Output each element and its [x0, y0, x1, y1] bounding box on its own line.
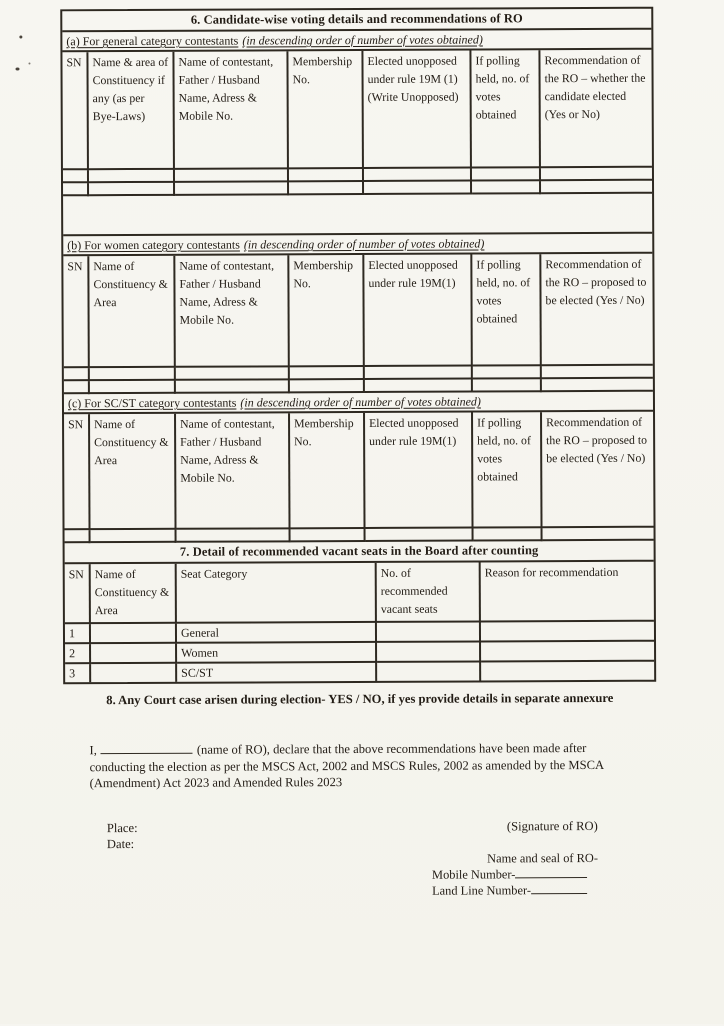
- header-cell: Reason for recommendation: [481, 562, 654, 623]
- ro-name-blank: [101, 743, 193, 754]
- header-cell: Name of Constituency & Area: [90, 414, 177, 530]
- header-cell: Elected unopposed under rule 19M(1): [365, 413, 474, 529]
- seat-category-cell: General: [177, 623, 377, 644]
- empty-cell: [473, 379, 542, 392]
- empty-cell: [377, 622, 481, 643]
- section6a-caption: [62, 30, 651, 53]
- empty-cell: [65, 530, 91, 543]
- caption-prefix: (b) For women category contestants: [67, 237, 240, 253]
- empty-cell: [90, 381, 176, 394]
- empty-cell: [290, 380, 365, 393]
- mobile-label: Mobile Number-: [431, 867, 516, 882]
- header-cell: Name of Constituency & Area: [91, 564, 177, 624]
- header-cell: If polling held, no. of votes obtained: [471, 50, 541, 168]
- scan-speck: [19, 35, 22, 38]
- caption-text: [68, 394, 481, 410]
- header-cell: SN: [63, 256, 89, 368]
- header-cell: SN: [64, 414, 91, 530]
- empty-cell: [89, 170, 175, 183]
- place-date-block: [107, 821, 138, 853]
- empty-cell: [481, 662, 654, 681]
- empty-cell: [364, 169, 472, 182]
- section6-title: 6. Candidate-wise voting details and recommendations of RO: [62, 9, 651, 33]
- empty-cell: [64, 368, 90, 381]
- form-table: [60, 7, 656, 685]
- declaration-lead: I,: [89, 743, 97, 758]
- spacer-row: [63, 194, 652, 237]
- empty-cell: [481, 621, 654, 642]
- empty-cell: [63, 170, 89, 183]
- empty-cell: [473, 366, 542, 379]
- empty-cell: [474, 528, 543, 541]
- empty-cell: [377, 663, 481, 682]
- caption-text: [66, 32, 483, 48]
- empty-cell: [175, 169, 289, 182]
- declaration-rest: (name of RO), declare that the above recommendations have been made after conducting the election as per the MSCS Act, 2002 and MSCS Rules, 2002 as amended by the MSCA (Amendment) Act 2023 and Amended Rules 2023: [89, 741, 604, 791]
- signature-label: (Signature of RO): [506, 818, 598, 834]
- header-cell: Elected unopposed under rule 19M (1) (Write Unopposed): [363, 51, 472, 169]
- empty-cell: [472, 168, 541, 181]
- empty-cell: [541, 168, 652, 181]
- landline-number-blank: [531, 883, 587, 894]
- empty-cell: [472, 181, 541, 194]
- seal-block: [432, 851, 624, 899]
- empty-cell: [91, 664, 177, 683]
- table-scst-category: [64, 412, 654, 544]
- empty-cell: [481, 642, 654, 663]
- place-label: Place:: [106, 820, 138, 836]
- header-row: [65, 562, 654, 624]
- empty-cell: [177, 529, 291, 542]
- empty-cell: [365, 380, 473, 393]
- header-cell: Seat Category: [177, 563, 377, 624]
- empty-cell: [542, 379, 653, 392]
- table-vacant-seats: [65, 562, 655, 683]
- table-row: [65, 642, 654, 665]
- landline-number-line: [432, 883, 624, 900]
- empty-cell: [176, 367, 290, 380]
- scan-speck: [16, 67, 20, 70]
- empty-cell: [365, 367, 473, 380]
- table-row: [65, 621, 654, 644]
- header-cell: Name of contestant, Father / Husband Name, Adress & Mobile No.: [176, 413, 291, 529]
- header-cell: Recommendation of the RO – proposed to be elected (Yes / No): [542, 412, 654, 528]
- mobile-number-line: [432, 867, 624, 884]
- seat-category-cell: Women: [177, 643, 377, 664]
- header-cell: If polling held, no. of votes obtained: [472, 254, 541, 366]
- empty-cell: [63, 183, 89, 196]
- section6c-caption: [64, 392, 653, 415]
- header-row: [62, 50, 652, 171]
- seat-category-cell: SC/ST: [177, 663, 377, 682]
- table-general-category: [62, 50, 652, 197]
- caption-note: (in descending order of number of votes obtained): [243, 236, 485, 252]
- header-cell: Membership No.: [290, 413, 366, 529]
- sn-cell: 2: [65, 644, 91, 664]
- header-row: [63, 254, 652, 369]
- table-row: [65, 662, 654, 683]
- sn-cell: 1: [65, 624, 91, 644]
- caption-prefix: (a) For general category contestants: [66, 33, 239, 49]
- empty-cell: [91, 624, 177, 645]
- declaration-text: [89, 740, 641, 792]
- caption-note: (in descending order of number of votes obtained): [240, 394, 481, 410]
- header-cell: Name of contestant, Father / Husband Name, Adress & Mobile No.: [175, 255, 289, 367]
- empty-cell: [289, 182, 364, 195]
- mobile-number-blank: [515, 867, 587, 878]
- section8-text: 8. Any Court case arisen during election- YES / NO, if yes provide details in separate annexure: [106, 690, 614, 708]
- header-cell: Recommendation of the RO – proposed to be elected (Yes / No): [541, 254, 652, 366]
- header-row: [64, 412, 654, 531]
- section6b-caption: [63, 234, 652, 257]
- header-cell: Recommendation of the RO – whether the candidate elected (Yes or No): [540, 50, 652, 168]
- empty-cell: [364, 182, 472, 195]
- empty-cell: [542, 366, 653, 379]
- empty-cell: [175, 182, 289, 195]
- empty-cell: [90, 368, 176, 381]
- header-cell: Membership No.: [289, 255, 364, 367]
- header-cell: Name of contestant, Father / Husband Name, Adress & Mobile No.: [174, 51, 289, 169]
- empty-cell: [366, 529, 474, 542]
- empty-cell: [89, 183, 175, 196]
- empty-cell: [290, 367, 365, 380]
- caption-note: (in descending order of number of votes obtained): [242, 32, 483, 48]
- landline-label: Land Line Number-: [432, 883, 531, 898]
- header-cell: Membership No.: [288, 51, 364, 169]
- empty-cell: [64, 381, 90, 394]
- header-cell: No. of recommended vacant seats: [377, 562, 481, 622]
- caption-prefix: (c) For SC/ST category contestants: [67, 395, 237, 411]
- table-women-category: [63, 254, 653, 395]
- empty-cell: [543, 528, 654, 541]
- empty-cell: [541, 181, 652, 194]
- header-cell: Name of Constituency & Area: [89, 256, 175, 368]
- sn-cell: 3: [65, 664, 91, 682]
- scan-speck: [28, 62, 30, 64]
- empty-cell: [377, 642, 481, 663]
- empty-cell: [91, 644, 177, 665]
- caption-text: [67, 236, 484, 252]
- empty-cell: [91, 530, 177, 543]
- header-cell: SN: [65, 564, 91, 624]
- header-cell: Name & area of Constituency if any (as per Bye-Laws): [88, 52, 175, 170]
- header-cell: SN: [62, 52, 89, 170]
- empty-cell: [291, 529, 366, 542]
- section7-title: 7. Detail of recommended vacant seats in the Board after counting: [65, 541, 654, 565]
- empty-cell: [176, 380, 290, 393]
- name-seal-label: Name and seal of RO-: [487, 850, 598, 866]
- empty-cell: [289, 169, 364, 182]
- header-cell: If polling held, no. of votes obtained: [473, 412, 543, 528]
- header-cell: Elected unopposed under rule 19M(1): [364, 255, 472, 367]
- date-label: Date:: [106, 836, 135, 851]
